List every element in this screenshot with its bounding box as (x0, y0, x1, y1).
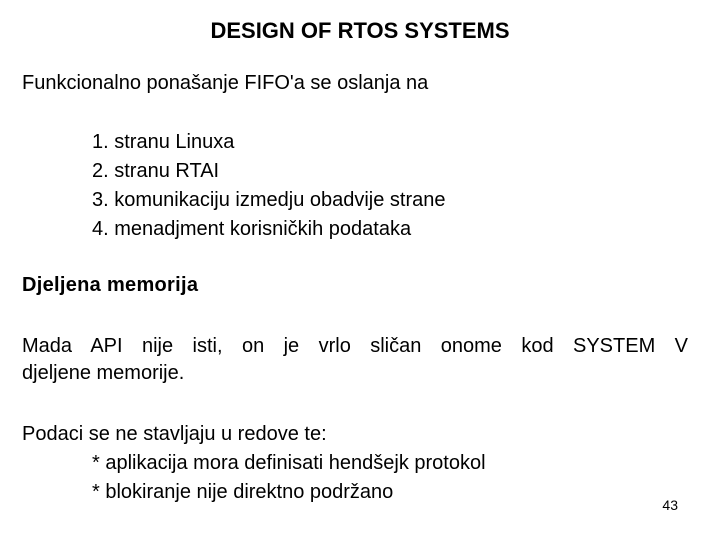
list-item: 1. stranu Linuxa (92, 131, 235, 153)
paragraph-shared-memory (22, 333, 688, 387)
page-number: 43 (662, 497, 678, 513)
numbered-list (92, 128, 446, 244)
bullet-item: * aplikacija mora definisati hendšejk protokol (92, 452, 486, 474)
paragraph-line: Podaci se ne stavljaju u redove te: (22, 423, 327, 445)
paragraph-line: Mada API nije isti, on je vrlo sličan onome kod SYSTEM V (22, 335, 688, 357)
list-item: 2. stranu RTAI (92, 160, 220, 182)
bullet-item: * blokiranje nije direktno podržano (92, 481, 394, 503)
paragraph-data-queues (22, 420, 486, 507)
section-heading: Djeljena memorija (22, 274, 199, 296)
intro-text: Funkcionalno ponašanje FIFO'a se oslanja na (22, 72, 429, 94)
paragraph-line: djeljene memorije. (22, 362, 185, 384)
list-item: 3. komunikaciju izmedju obadvije strane (92, 189, 446, 211)
slide-title: DESIGN OF RTOS SYSTEMS (210, 18, 510, 43)
list-item: 4. menadjment korisničkih podataka (92, 218, 412, 240)
